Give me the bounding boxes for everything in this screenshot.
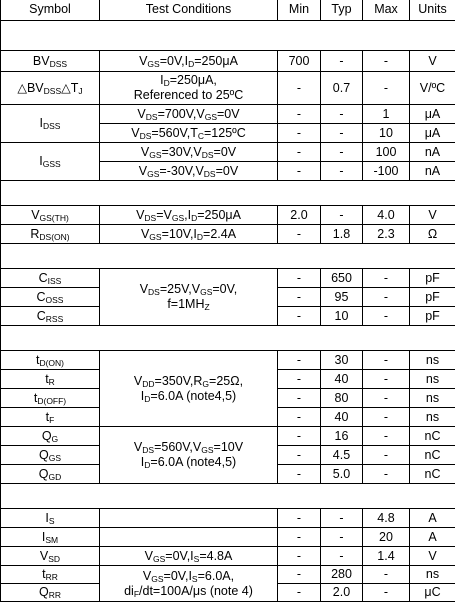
symbol-cell: $V_{GS(TH)}$ bbox=[1, 206, 100, 225]
header-symbol: Symbol bbox=[1, 0, 100, 21]
condition-cell: $V_{DS}=560V,V_{GS}=10V$ $I_D=6.0A$ (note4,5) bbox=[100, 427, 278, 484]
symbol-cell: $I_{GSS}$ bbox=[1, 143, 100, 181]
typ-cell: - bbox=[321, 105, 363, 124]
symbol-cell: $t_{D(ON)}$ bbox=[1, 351, 100, 370]
header-typ: Typ bbox=[321, 0, 363, 21]
min-cell: - bbox=[278, 465, 321, 484]
typ-cell: 650 bbox=[321, 269, 363, 288]
typ-cell: 280 bbox=[321, 566, 363, 584]
min-cell: - bbox=[278, 162, 321, 181]
min-cell: - bbox=[278, 370, 321, 389]
min-cell: - bbox=[278, 584, 321, 602]
typ-cell: - bbox=[321, 124, 363, 143]
typ-cell: 95 bbox=[321, 288, 363, 307]
max-cell: - bbox=[363, 584, 410, 602]
max-cell: - bbox=[363, 465, 410, 484]
condition-cell: $V_{GS}=0V,I_S=6.0A$, $di_F/dt=100A/\mu s$ (note 4) bbox=[100, 566, 278, 602]
typ-cell: - bbox=[321, 143, 363, 162]
typ-cell: 16 bbox=[321, 427, 363, 446]
min-cell: - bbox=[278, 288, 321, 307]
symbol-cell: $t_{D(OFF)}$ bbox=[1, 389, 100, 408]
min-cell: - bbox=[278, 269, 321, 288]
table-row bbox=[1, 225, 455, 244]
table-row bbox=[1, 427, 455, 446]
table-row bbox=[1, 105, 455, 124]
max-cell: 4.0 bbox=[363, 206, 410, 225]
min-cell: - bbox=[278, 225, 321, 244]
condition-cell bbox=[100, 528, 278, 547]
typ-cell: 4.5 bbox=[321, 446, 363, 465]
typ-cell: - bbox=[321, 206, 363, 225]
min-cell: 700 bbox=[278, 51, 321, 72]
unit-cell: nC bbox=[410, 446, 455, 465]
min-cell: - bbox=[278, 307, 321, 326]
section-spacer bbox=[1, 244, 455, 269]
section-spacer bbox=[1, 326, 455, 351]
section-spacer bbox=[1, 484, 455, 509]
typ-cell: - bbox=[321, 547, 363, 566]
max-cell: - bbox=[363, 72, 410, 105]
typ-cell: 10 bbox=[321, 307, 363, 326]
condition-cell: $V_{DS}=25V,V_{GS}=0V$, $f=1MH_Z$ bbox=[100, 269, 278, 326]
condition-cell: $V_{GS}=0V,I_S=4.8A$ bbox=[100, 547, 278, 566]
header-max: Max bbox=[363, 0, 410, 21]
table-row bbox=[1, 269, 455, 288]
table-row bbox=[1, 566, 455, 584]
symbol-cell: $I_{SM}$ bbox=[1, 528, 100, 547]
symbol-cell: $R_{DS(ON)}$ bbox=[1, 225, 100, 244]
min-cell: - bbox=[278, 389, 321, 408]
unit-cell: Ω bbox=[410, 225, 455, 244]
condition-cell: $V_{DS}=V_{GS},I_D=250\mu A$ bbox=[100, 206, 278, 225]
symbol-cell: $t_{RR}$ bbox=[1, 566, 100, 584]
max-cell: 10 bbox=[363, 124, 410, 143]
unit-cell: pF bbox=[410, 307, 455, 326]
min-cell: - bbox=[278, 124, 321, 143]
max-cell: 100 bbox=[363, 143, 410, 162]
table-row bbox=[1, 528, 455, 547]
table-row bbox=[1, 351, 455, 370]
min-cell: - bbox=[278, 351, 321, 370]
typ-cell: 30 bbox=[321, 351, 363, 370]
max-cell: - bbox=[363, 51, 410, 72]
header-units: Units bbox=[410, 0, 455, 21]
unit-cell: nC bbox=[410, 465, 455, 484]
section-spacer bbox=[1, 181, 455, 206]
min-cell: - bbox=[278, 143, 321, 162]
unit-cell: μC bbox=[410, 584, 455, 602]
max-cell: 20 bbox=[363, 528, 410, 547]
symbol-cell: $\triangle BV_{DSS}\triangle T_J$ bbox=[1, 72, 100, 105]
unit-cell: V/ºC bbox=[410, 72, 455, 105]
max-cell: - bbox=[363, 446, 410, 465]
symbol-cell: $t_F$ bbox=[1, 408, 100, 427]
symbol-cell: $BV_{DSS}$ bbox=[1, 51, 100, 72]
unit-cell: V bbox=[410, 547, 455, 566]
max-cell: - bbox=[363, 566, 410, 584]
header-row bbox=[1, 0, 455, 21]
unit-cell: A bbox=[410, 509, 455, 528]
typ-cell: 5.0 bbox=[321, 465, 363, 484]
header-min: Min bbox=[278, 0, 321, 21]
min-cell: - bbox=[278, 72, 321, 105]
unit-cell: nA bbox=[410, 162, 455, 181]
unit-cell: ns bbox=[410, 389, 455, 408]
condition-cell: $V_{DS}=700V,V_{GS}=0V$ bbox=[100, 105, 278, 124]
table-row bbox=[1, 143, 455, 162]
max-cell: - bbox=[363, 427, 410, 446]
symbol-cell: $C_{RSS}$ bbox=[1, 307, 100, 326]
symbol-cell: $Q_{RR}$ bbox=[1, 584, 100, 602]
unit-cell: nA bbox=[410, 143, 455, 162]
max-cell: - bbox=[363, 269, 410, 288]
unit-cell: V bbox=[410, 51, 455, 72]
table-row bbox=[1, 509, 455, 528]
unit-cell: μA bbox=[410, 105, 455, 124]
max-cell: - bbox=[363, 408, 410, 427]
unit-cell: ns bbox=[410, 408, 455, 427]
symbol-cell: $V_{SD}$ bbox=[1, 547, 100, 566]
typ-cell: - bbox=[321, 51, 363, 72]
table-row bbox=[1, 51, 455, 72]
condition-cell: $V_{DD}=350V,R_G=25\Omega$, $I_D=6.0A$ (note4,5) bbox=[100, 351, 278, 427]
typ-cell: - bbox=[321, 528, 363, 547]
symbol-cell: $Q_G$ bbox=[1, 427, 100, 446]
unit-cell: pF bbox=[410, 269, 455, 288]
symbol-cell: $Q_{GS}$ bbox=[1, 446, 100, 465]
typ-cell: - bbox=[321, 162, 363, 181]
unit-cell: A bbox=[410, 528, 455, 547]
min-cell: - bbox=[278, 427, 321, 446]
unit-cell: pF bbox=[410, 288, 455, 307]
symbol-cell: $I_{DSS}$ bbox=[1, 105, 100, 143]
max-cell: - bbox=[363, 389, 410, 408]
typ-cell: 2.0 bbox=[321, 584, 363, 602]
unit-cell: nC bbox=[410, 427, 455, 446]
min-cell: - bbox=[278, 528, 321, 547]
max-cell: 4.8 bbox=[363, 509, 410, 528]
min-cell: - bbox=[278, 566, 321, 584]
min-cell: - bbox=[278, 105, 321, 124]
condition-cell: $I_D=250\mu A$, Referenced to 25ºC bbox=[100, 72, 278, 105]
unit-cell: ns bbox=[410, 566, 455, 584]
condition-cell: $V_{GS}=0V,I_D=250\mu A$ bbox=[100, 51, 278, 72]
max-cell: 2.3 bbox=[363, 225, 410, 244]
condition-cell bbox=[100, 509, 278, 528]
max-cell: - bbox=[363, 288, 410, 307]
min-cell: - bbox=[278, 408, 321, 427]
max-cell: - bbox=[363, 370, 410, 389]
symbol-cell: $t_R$ bbox=[1, 370, 100, 389]
symbol-cell: $Q_{GD}$ bbox=[1, 465, 100, 484]
max-cell: 1 bbox=[363, 105, 410, 124]
typ-cell: - bbox=[321, 509, 363, 528]
min-cell: - bbox=[278, 446, 321, 465]
header-test-conditions: Test Conditions bbox=[100, 0, 278, 21]
max-cell: - bbox=[363, 351, 410, 370]
min-cell: - bbox=[278, 509, 321, 528]
condition-cell: $V_{DS}=560V,T_C=125ºC$ bbox=[100, 124, 278, 143]
condition-cell: $V_{GS}=30V,V_{DS}=0V$ bbox=[100, 143, 278, 162]
table-row bbox=[1, 547, 455, 566]
typ-cell: 40 bbox=[321, 408, 363, 427]
unit-cell: V bbox=[410, 206, 455, 225]
max-cell: 1.4 bbox=[363, 547, 410, 566]
typ-cell: 80 bbox=[321, 389, 363, 408]
max-cell: -100 bbox=[363, 162, 410, 181]
table-row bbox=[1, 72, 455, 105]
min-cell: - bbox=[278, 547, 321, 566]
unit-cell: μA bbox=[410, 124, 455, 143]
section-spacer bbox=[1, 21, 455, 51]
max-cell: - bbox=[363, 307, 410, 326]
typ-cell: 1.8 bbox=[321, 225, 363, 244]
min-cell: 2.0 bbox=[278, 206, 321, 225]
typ-cell: 0.7 bbox=[321, 72, 363, 105]
condition-cell: $V_{GS}=10V,I_D=2.4A$ bbox=[100, 225, 278, 244]
symbol-cell: $C_{ISS}$ bbox=[1, 269, 100, 288]
symbol-cell: $I_S$ bbox=[1, 509, 100, 528]
symbol-cell: $C_{OSS}$ bbox=[1, 288, 100, 307]
condition-cell: $V_{GS}=-30V,V_{DS}=0V$ bbox=[100, 162, 278, 181]
table-row bbox=[1, 206, 455, 225]
unit-cell: ns bbox=[410, 370, 455, 389]
typ-cell: 40 bbox=[321, 370, 363, 389]
unit-cell: ns bbox=[410, 351, 455, 370]
